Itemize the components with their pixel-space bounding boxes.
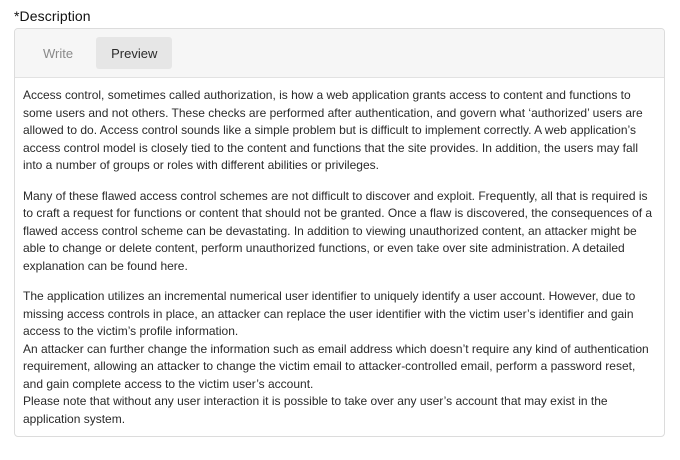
preview-paragraph-2: Many of these flawed access control schemes are not difficult to discover and exploit. Frequently, all that is required is to craft a request for functions or content that should not be granted. Once a flaw is discovered, the consequences of a flawed access control scheme can be devastating. In addition to viewing unauthorized content, an attacker might be able to change or delete content, perform unauthorized functions, or even take over site administration. A detailed explanation can be found here. xyxy=(23,188,653,273)
preview-paragraph-3-line-2: An attacker can further change the information such as email address which doesn’t require any kind of authentication requirement, allowing an attacker to change the victim email to attacker-controlled email, perform a password reset, and gain complete access to the victim user’s account. xyxy=(23,341,649,391)
editor-tab-bar xyxy=(15,29,664,78)
description-field xyxy=(14,6,665,437)
tab-preview[interactable]: Preview xyxy=(96,37,172,69)
preview-paragraph-3-line-1: The application utilizes an incremental numerical user identifier to uniquely identify a user account. However, due to missing access controls in place, an attacker can replace the user identifier with the victim user’s identifier and gain access to the victim’s profile information. xyxy=(23,289,636,338)
markdown-editor xyxy=(14,28,665,437)
preview-paragraph-3-line-3: Please note that without any user interaction it is possible to take over any user’s account that may exist in the application system. xyxy=(23,394,608,426)
tab-write[interactable]: Write xyxy=(43,45,74,61)
preview-paragraph-3 xyxy=(23,288,656,428)
description-label: *Description xyxy=(14,8,91,24)
preview-paragraph-1: Access control, sometimes called authorization, is how a web application grants access to content and functions to some users and not others. These checks are performed after authentication, and govern what ‘authorized’ users are allowed to do. Access control sounds like a simple problem but is difficult to implement correctly. A web application’s access control model is closely tied to the content and functions that the site provides. In addition, the users may fall into a number of groups or roles with different abilities or privileges. xyxy=(23,88,643,172)
preview-pane xyxy=(15,78,664,436)
